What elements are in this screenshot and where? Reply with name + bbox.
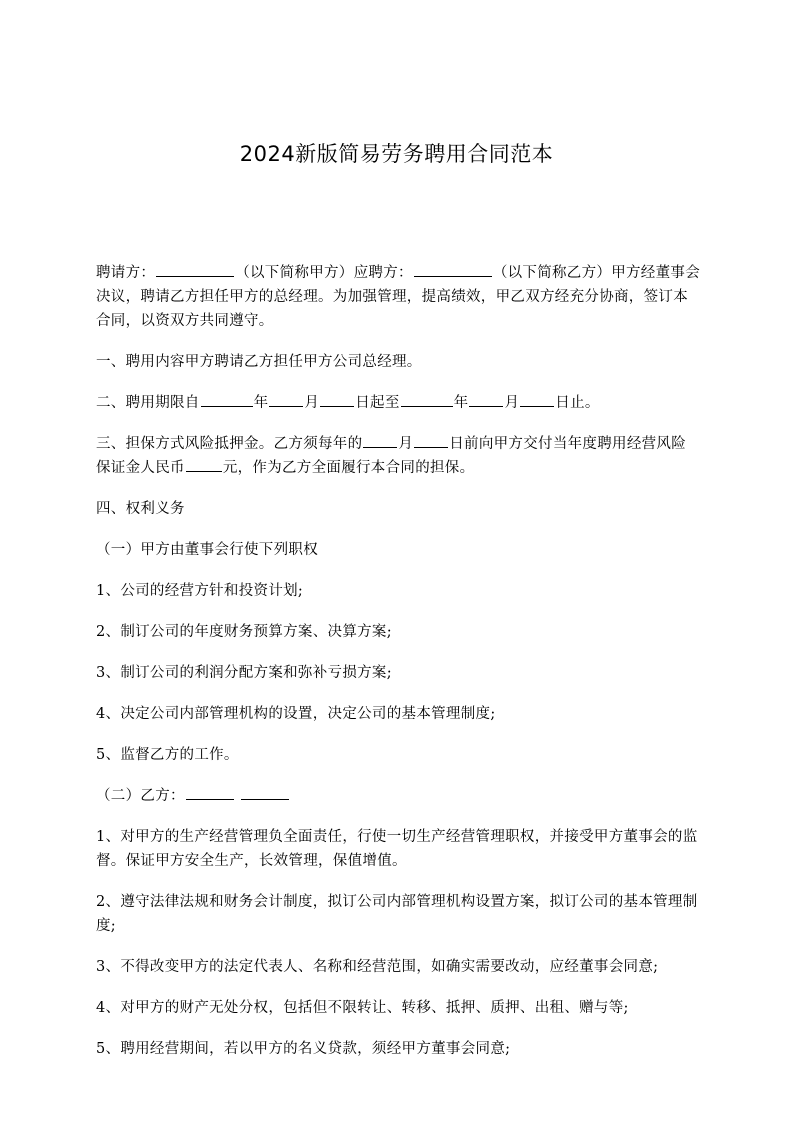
clause-2-to: 日起至	[355, 395, 400, 411]
intro-party-b-label: （以下简称甲方）应聘方：	[235, 265, 413, 281]
clause-2-end-year: 年	[453, 395, 469, 411]
section-b-item: 2、遵守法律法规和财务会计制度，拟订公司内部管理机构设置方案，拟订公司的基本管理制度;	[96, 894, 698, 934]
section-b-heading	[96, 784, 700, 808]
end-month-blank[interactable]	[469, 391, 503, 407]
deposit-amount-blank[interactable]	[186, 456, 222, 472]
clause-1: 一、聘用内容甲方聘请乙方担任甲方公司总经理。	[96, 354, 422, 370]
party-b-blank-1[interactable]	[186, 784, 234, 800]
start-year-blank[interactable]	[201, 391, 253, 407]
clause-3-text-3: 元，作为乙方全面履行本合同的担保。	[222, 460, 475, 476]
section-a-heading: （一）甲方由董事会行使下列职权	[96, 542, 318, 558]
start-day-blank[interactable]	[320, 391, 354, 407]
clause-2-end: 日止。	[555, 395, 600, 411]
intro-text: （以下简称乙方）甲方经董事会决议，聘请乙方担任甲方的总经理。为加强管理，提高绩效，甲乙双方经充分协商，签订本合同，以资双方共同遵守。	[96, 265, 701, 329]
intro-paragraph	[96, 261, 700, 333]
clause-3-text-2: 日前向甲方交付当年度聘用经营风险保证金人民币	[96, 436, 687, 476]
document-title: 2024新版简易劳务聘用合同范本	[239, 142, 554, 166]
clause-2-end-month: 月	[504, 395, 520, 411]
section-b-item: 4、对甲方的财产无处分权，包括但不限转让、转移、抵押、质押、出租、赠与等;	[96, 1000, 629, 1016]
clause-4: 四、权利义务	[96, 501, 185, 517]
intro-party-a-label: 聘请方：	[96, 265, 156, 281]
document-body	[96, 261, 700, 1078]
section-b-item: 3、不得改变甲方的法定代表人、名称和经营范围，如确实需要改动，应经董事会同意;	[96, 959, 659, 975]
section-b-label: （二）乙方：	[96, 788, 185, 804]
section-b-item: 5、聘用经营期间，若以甲方的名义贷款，须经甲方董事会同意;	[96, 1041, 511, 1057]
section-b-item: 1、对甲方的生产经营管理负全面责任，行使一切生产经营管理职权，并接受甲方董事会的监督。保证甲方安全生产，长效管理，保值增值。	[96, 829, 698, 869]
section-a-item: 1、公司的经营方针和投资计划;	[96, 583, 304, 599]
section-a-item: 3、制订公司的利润分配方案和弥补亏损方案;	[96, 665, 392, 681]
party-a-blank[interactable]	[156, 261, 234, 277]
end-day-blank[interactable]	[520, 391, 554, 407]
deposit-month-blank[interactable]	[363, 432, 397, 448]
party-b-blank[interactable]	[414, 261, 492, 277]
clause-3-month: 月	[398, 436, 414, 452]
clause-3-text: 三、担保方式风险抵押金。乙方须每年的	[96, 436, 363, 452]
section-a-item: 4、决定公司内部管理机构的设置，决定公司的基本管理制度;	[96, 706, 496, 722]
start-month-blank[interactable]	[269, 391, 303, 407]
clause-2-text: 二、聘用期限自	[96, 395, 200, 411]
party-b-blank-2[interactable]	[241, 784, 289, 800]
clause-2-year: 年	[253, 395, 269, 411]
clause-2-month: 月	[304, 395, 320, 411]
end-year-blank[interactable]	[401, 391, 453, 407]
deposit-day-blank[interactable]	[414, 432, 448, 448]
section-a-item: 5、监督乙方的工作。	[96, 747, 239, 763]
section-a-item: 2、制订公司的年度财务预算方案、决算方案;	[96, 624, 392, 640]
clause-3	[96, 432, 700, 480]
clause-2	[96, 391, 700, 415]
